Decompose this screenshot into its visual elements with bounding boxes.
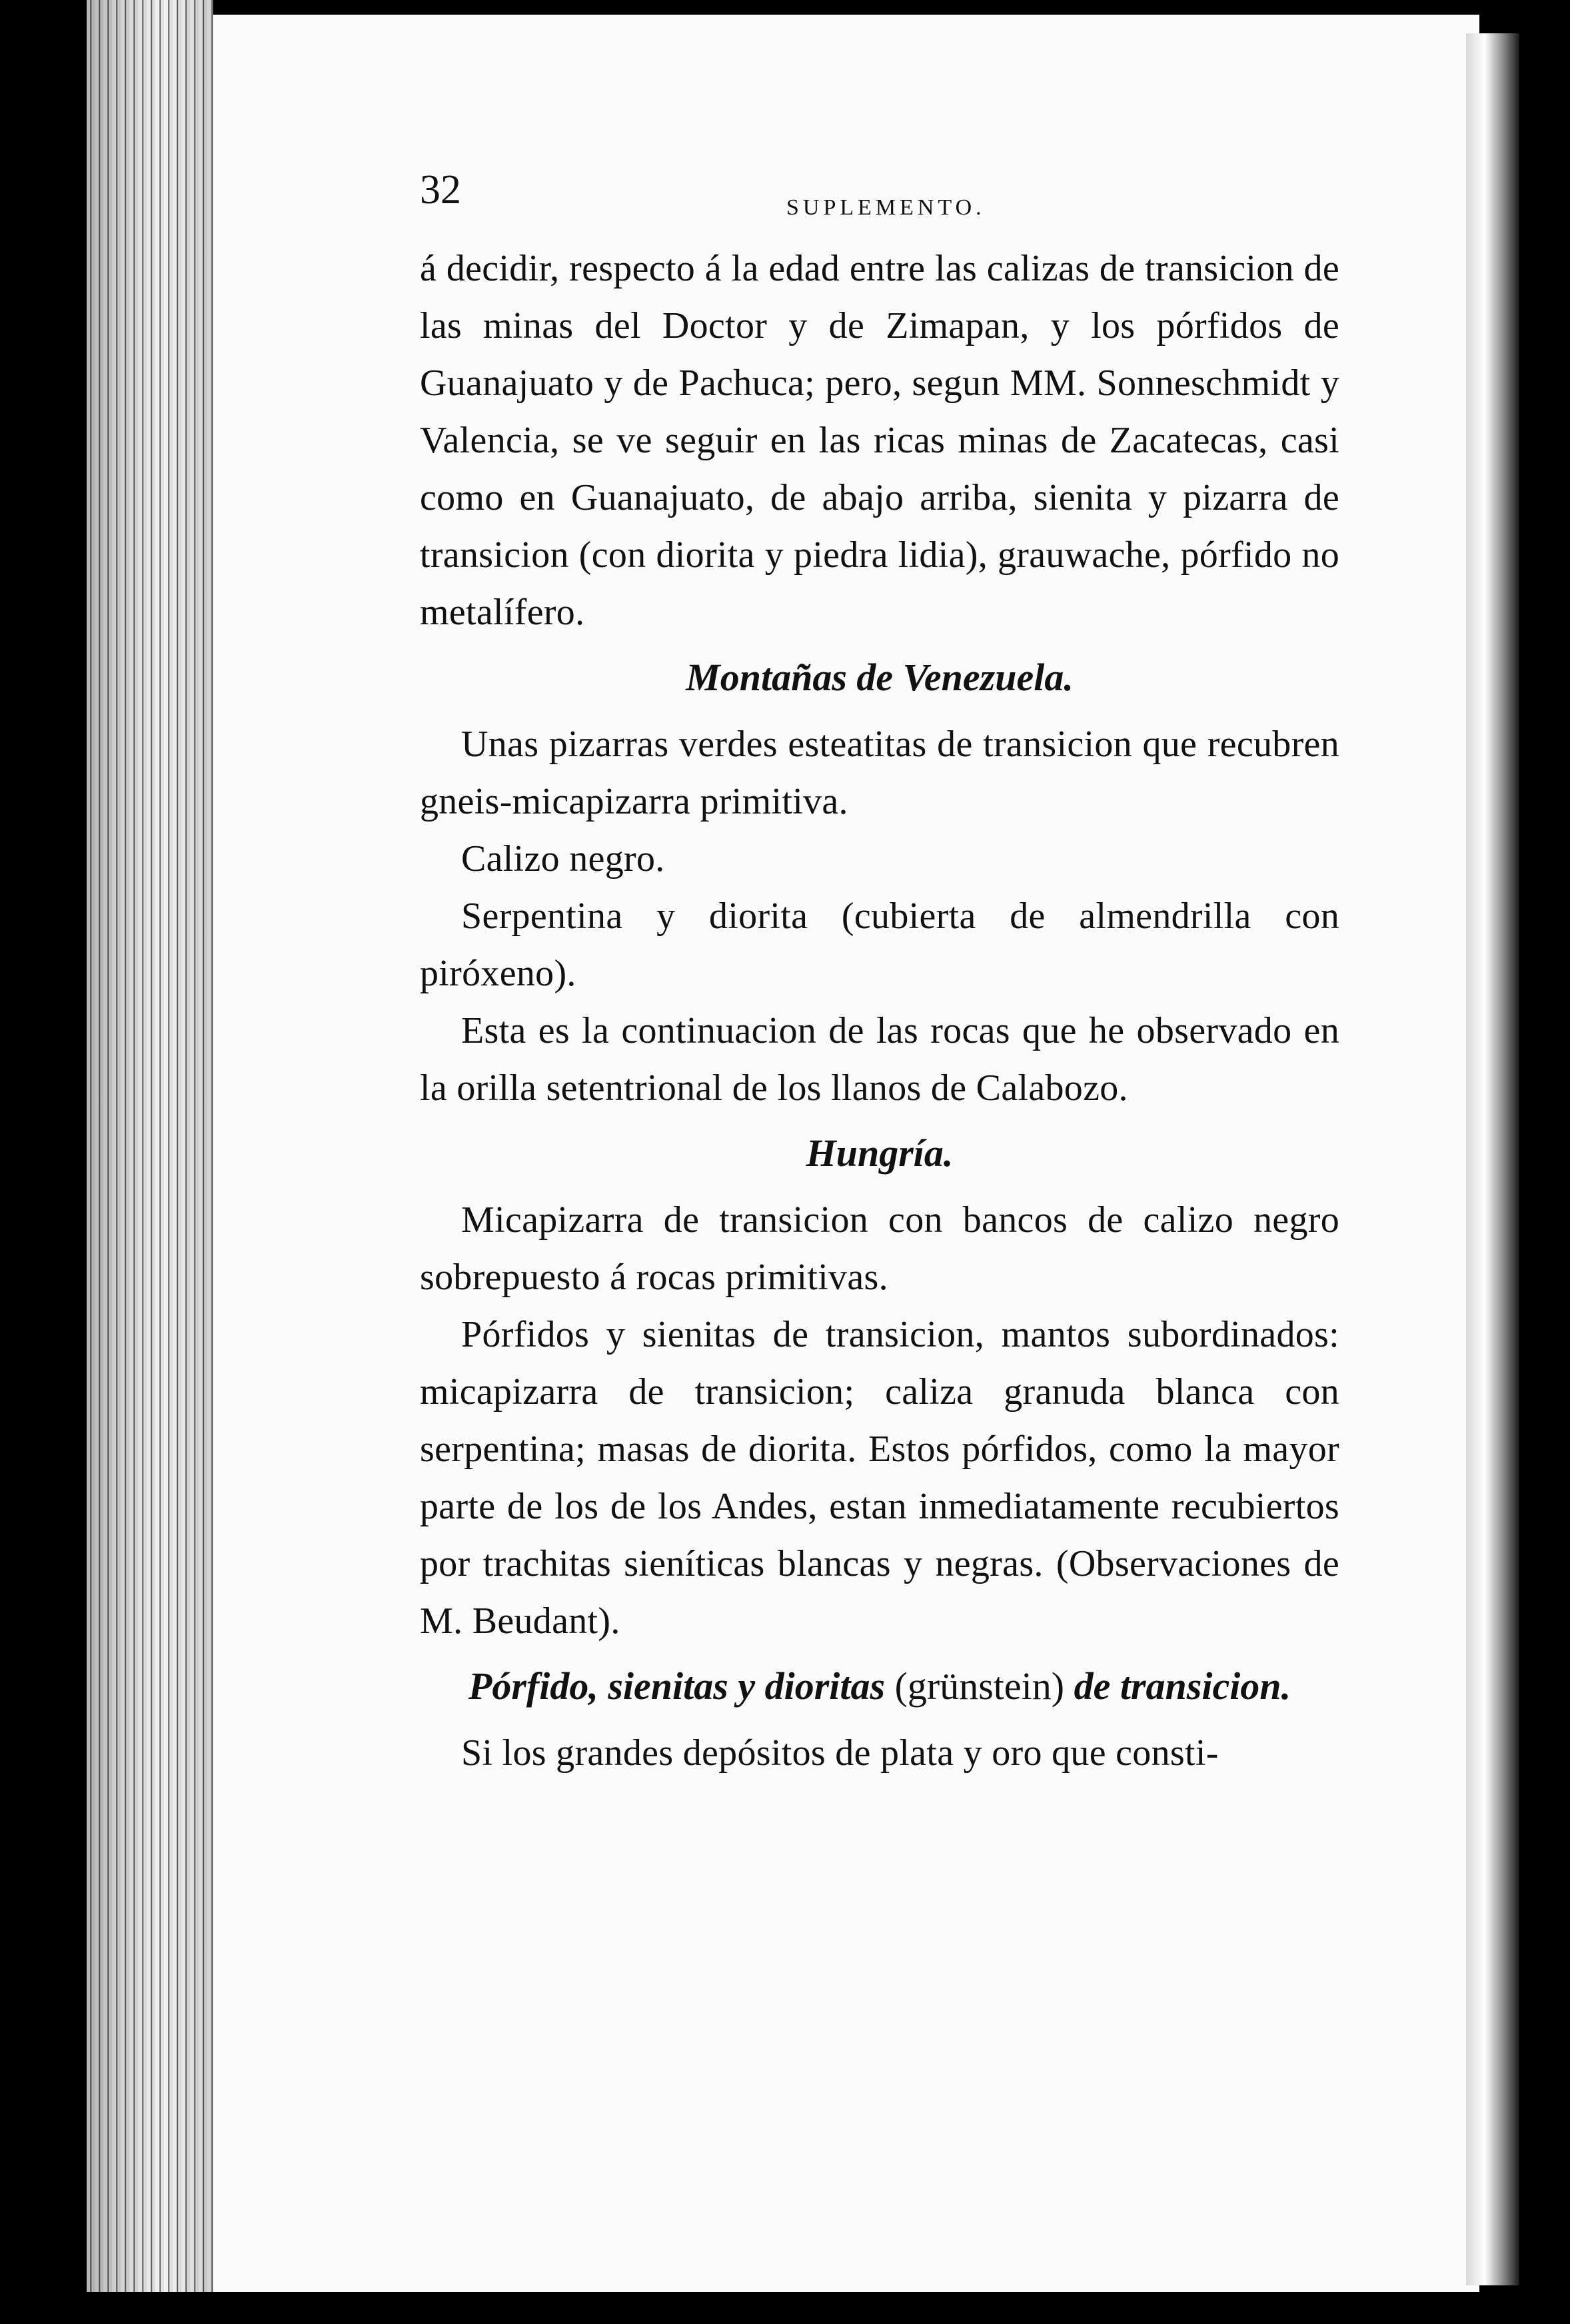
paragraph: Esta es la continuacion de las rocas que he observado en la orilla setentrional de los llanos de Calabozo. [420, 1010, 1339, 1109]
paragraph: Calizo negro. [461, 838, 665, 879]
page-content [420, 167, 1339, 1782]
section-heading-venezuela: Montañas de Venezuela. [686, 656, 1074, 699]
paragraph: Serpentina y diorita (cubierta de almendrilla con piróxeno). [420, 895, 1339, 994]
page-number: 32 [420, 167, 461, 213]
section-heading-hungria: Hungría. [806, 1131, 954, 1175]
page-right-edge [1466, 33, 1519, 2285]
paragraph-continuation: á decidir, respecto á la edad entre las calizas de transicion de las minas del Doctor y de Zimapan, y los pórfidos de Guanajuato y de Pachuca; pero, segun MM. Sonneschmidt y Valencia, se ve seguir en las ricas minas de Zacatecas, casi como en Guanajuato, de abajo arriba, sienita y pizarra de transicion (con diorita y piedra lidia), grauwache, pórfido no metalífero. [420, 248, 1339, 633]
heading-part-roman: (grünstein) [894, 1664, 1065, 1708]
paragraph: Si los grandes depósitos de plata y oro que consti- [461, 1732, 1219, 1774]
paragraph: Pórfidos y sienitas de transicion, mantos subordinados: micapizarra de transicion; caliza granuda blanca con serpentina; masas de diorita. Estos pórfidos, como la mayor parte de los de los Andes, estan inmediatamente recubiertos por trachitas sieníticas blancas y negras. (Observaciones de M. Beudant). [420, 1314, 1339, 1642]
scan-bottom-border [87, 2292, 1519, 2324]
heading-part: Pórfido, sienitas y dioritas [468, 1664, 886, 1708]
page-header [420, 167, 1339, 240]
heading-part: de transicion. [1074, 1664, 1291, 1708]
spine-shadow [87, 0, 213, 2292]
section-heading-porfido [420, 1658, 1339, 1715]
paragraph: Unas pizarras verdes esteatitas de transicion que recubren gneis-micapizarra primitiva. [420, 724, 1339, 822]
paragraph: Micapizarra de transicion con bancos de calizo negro sobrepuesto á rocas primitivas. [420, 1199, 1339, 1298]
running-head: SUPLEMENTO. [786, 195, 986, 220]
